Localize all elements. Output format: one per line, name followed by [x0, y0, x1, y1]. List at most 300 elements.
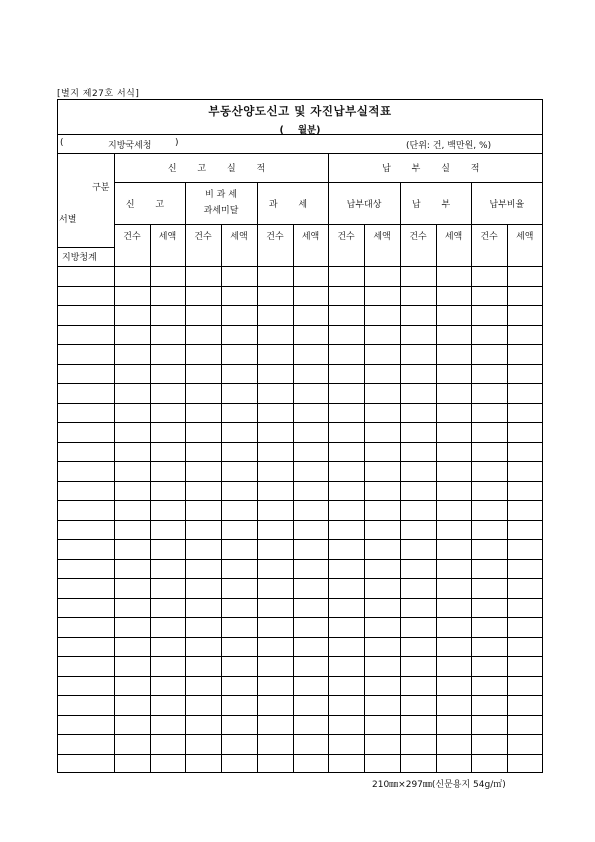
count-cell[interactable] — [185, 442, 221, 462]
count-cell[interactable] — [185, 501, 221, 521]
tax-cell[interactable] — [150, 384, 185, 404]
tax-cell[interactable] — [436, 520, 471, 540]
count-cell[interactable] — [114, 345, 150, 365]
tax-cell[interactable] — [293, 247, 328, 267]
count-cell[interactable] — [328, 676, 364, 696]
tax-cell[interactable] — [150, 501, 185, 521]
tax-cell[interactable] — [221, 403, 257, 423]
count-cell[interactable] — [185, 676, 221, 696]
tax-cell[interactable] — [364, 715, 400, 735]
tax-cell[interactable] — [150, 715, 185, 735]
tax-cell[interactable] — [150, 579, 185, 599]
count-cell[interactable] — [328, 540, 364, 560]
tax-cell[interactable] — [364, 384, 400, 404]
tax-cell[interactable] — [436, 345, 471, 365]
count-cell[interactable] — [471, 579, 507, 599]
count-cell[interactable] — [257, 598, 293, 618]
count-cell[interactable] — [400, 306, 436, 326]
tax-cell[interactable] — [364, 403, 400, 423]
tax-cell[interactable] — [436, 735, 471, 755]
count-cell[interactable] — [400, 618, 436, 638]
tax-cell[interactable] — [293, 657, 328, 677]
count-cell[interactable] — [185, 579, 221, 599]
tax-cell[interactable] — [293, 345, 328, 365]
office-name-cell[interactable] — [58, 579, 114, 599]
count-cell[interactable] — [400, 286, 436, 306]
count-cell[interactable] — [114, 442, 150, 462]
tax-cell[interactable] — [364, 345, 400, 365]
count-cell[interactable] — [400, 715, 436, 735]
tax-cell[interactable] — [221, 442, 257, 462]
tax-cell[interactable] — [507, 501, 542, 521]
tax-cell[interactable] — [436, 403, 471, 423]
count-cell[interactable] — [257, 403, 293, 423]
count-cell[interactable] — [471, 754, 507, 773]
office-name-cell[interactable] — [58, 715, 114, 735]
office-name-cell[interactable] — [58, 540, 114, 560]
tax-cell[interactable] — [507, 579, 542, 599]
tax-cell[interactable] — [150, 306, 185, 326]
tax-cell[interactable] — [150, 403, 185, 423]
tax-cell[interactable] — [150, 286, 185, 306]
tax-cell[interactable] — [507, 520, 542, 540]
office-name-cell[interactable] — [58, 403, 114, 423]
count-cell[interactable] — [257, 481, 293, 501]
tax-cell[interactable] — [293, 306, 328, 326]
count-cell[interactable] — [328, 462, 364, 482]
tax-cell[interactable] — [436, 364, 471, 384]
tax-cell[interactable] — [436, 442, 471, 462]
tax-cell[interactable] — [221, 325, 257, 345]
count-cell[interactable] — [328, 325, 364, 345]
tax-cell[interactable] — [507, 384, 542, 404]
tax-cell[interactable] — [436, 325, 471, 345]
count-cell[interactable] — [114, 637, 150, 657]
count-cell[interactable] — [257, 637, 293, 657]
office-name-cell[interactable] — [58, 364, 114, 384]
tax-cell[interactable] — [507, 345, 542, 365]
count-cell[interactable] — [185, 247, 221, 267]
count-cell[interactable] — [471, 364, 507, 384]
count-cell[interactable] — [114, 676, 150, 696]
count-cell[interactable] — [328, 403, 364, 423]
count-cell[interactable] — [257, 325, 293, 345]
tax-cell[interactable] — [507, 715, 542, 735]
count-cell[interactable] — [257, 423, 293, 443]
tax-cell[interactable] — [221, 676, 257, 696]
tax-cell[interactable] — [436, 676, 471, 696]
count-cell[interactable] — [471, 423, 507, 443]
count-cell[interactable] — [471, 657, 507, 677]
count-cell[interactable] — [400, 384, 436, 404]
tax-cell[interactable] — [507, 442, 542, 462]
tax-cell[interactable] — [364, 442, 400, 462]
count-cell[interactable] — [400, 364, 436, 384]
count-cell[interactable] — [114, 306, 150, 326]
tax-cell[interactable] — [507, 735, 542, 755]
count-cell[interactable] — [328, 306, 364, 326]
count-cell[interactable] — [400, 403, 436, 423]
count-cell[interactable] — [400, 657, 436, 677]
office-name-cell[interactable] — [58, 345, 114, 365]
count-cell[interactable] — [328, 364, 364, 384]
count-cell[interactable] — [471, 676, 507, 696]
tax-cell[interactable] — [221, 754, 257, 773]
count-cell[interactable] — [400, 481, 436, 501]
count-cell[interactable] — [257, 462, 293, 482]
tax-cell[interactable] — [293, 481, 328, 501]
count-cell[interactable] — [114, 501, 150, 521]
office-name-cell[interactable] — [58, 481, 114, 501]
count-cell[interactable] — [185, 754, 221, 773]
count-cell[interactable] — [257, 540, 293, 560]
count-cell[interactable] — [328, 423, 364, 443]
count-cell[interactable] — [471, 481, 507, 501]
count-cell[interactable] — [400, 598, 436, 618]
tax-cell[interactable] — [293, 735, 328, 755]
tax-cell[interactable] — [436, 559, 471, 579]
tax-cell[interactable] — [293, 325, 328, 345]
tax-cell[interactable] — [436, 286, 471, 306]
tax-cell[interactable] — [221, 481, 257, 501]
tax-cell[interactable] — [507, 696, 542, 716]
count-cell[interactable] — [114, 579, 150, 599]
count-cell[interactable] — [400, 735, 436, 755]
count-cell[interactable] — [471, 462, 507, 482]
tax-cell[interactable] — [507, 676, 542, 696]
tax-cell[interactable] — [293, 501, 328, 521]
count-cell[interactable] — [257, 442, 293, 462]
tax-cell[interactable] — [507, 325, 542, 345]
tax-cell[interactable] — [150, 540, 185, 560]
tax-cell[interactable] — [436, 579, 471, 599]
count-cell[interactable] — [257, 715, 293, 735]
count-cell[interactable] — [185, 520, 221, 540]
count-cell[interactable] — [257, 247, 293, 267]
tax-cell[interactable] — [150, 657, 185, 677]
count-cell[interactable] — [114, 618, 150, 638]
tax-cell[interactable] — [507, 403, 542, 423]
count-cell[interactable] — [257, 559, 293, 579]
tax-cell[interactable] — [221, 423, 257, 443]
office-name-cell[interactable] — [58, 618, 114, 638]
office-name-cell[interactable] — [58, 267, 114, 287]
count-cell[interactable] — [471, 325, 507, 345]
count-cell[interactable] — [400, 696, 436, 716]
tax-cell[interactable] — [221, 696, 257, 716]
tax-cell[interactable] — [150, 735, 185, 755]
tax-cell[interactable] — [150, 754, 185, 773]
tax-cell[interactable] — [293, 384, 328, 404]
count-cell[interactable] — [185, 306, 221, 326]
tax-cell[interactable] — [221, 598, 257, 618]
tax-cell[interactable] — [150, 462, 185, 482]
count-cell[interactable] — [471, 715, 507, 735]
tax-cell[interactable] — [364, 598, 400, 618]
count-cell[interactable] — [400, 247, 436, 267]
office-name-cell[interactable] — [58, 286, 114, 306]
count-cell[interactable] — [114, 423, 150, 443]
tax-cell[interactable] — [364, 676, 400, 696]
count-cell[interactable] — [328, 345, 364, 365]
count-cell[interactable] — [328, 481, 364, 501]
count-cell[interactable] — [328, 384, 364, 404]
tax-cell[interactable] — [150, 247, 185, 267]
count-cell[interactable] — [328, 657, 364, 677]
count-cell[interactable] — [185, 598, 221, 618]
tax-cell[interactable] — [436, 501, 471, 521]
tax-cell[interactable] — [507, 364, 542, 384]
count-cell[interactable] — [114, 754, 150, 773]
tax-cell[interactable] — [221, 345, 257, 365]
count-cell[interactable] — [185, 657, 221, 677]
count-cell[interactable] — [400, 462, 436, 482]
count-cell[interactable] — [328, 559, 364, 579]
count-cell[interactable] — [328, 735, 364, 755]
tax-cell[interactable] — [150, 364, 185, 384]
tax-cell[interactable] — [364, 325, 400, 345]
tax-cell[interactable] — [150, 442, 185, 462]
count-cell[interactable] — [185, 267, 221, 287]
count-cell[interactable] — [257, 696, 293, 716]
count-cell[interactable] — [400, 423, 436, 443]
tax-cell[interactable] — [364, 618, 400, 638]
count-cell[interactable] — [185, 540, 221, 560]
count-cell[interactable] — [257, 345, 293, 365]
tax-cell[interactable] — [150, 637, 185, 657]
count-cell[interactable] — [400, 501, 436, 521]
tax-cell[interactable] — [293, 637, 328, 657]
count-cell[interactable] — [328, 637, 364, 657]
tax-cell[interactable] — [436, 618, 471, 638]
tax-cell[interactable] — [507, 481, 542, 501]
count-cell[interactable] — [328, 267, 364, 287]
count-cell[interactable] — [114, 696, 150, 716]
count-cell[interactable] — [400, 540, 436, 560]
tax-cell[interactable] — [293, 267, 328, 287]
count-cell[interactable] — [257, 735, 293, 755]
count-cell[interactable] — [257, 286, 293, 306]
tax-cell[interactable] — [507, 286, 542, 306]
count-cell[interactable] — [471, 403, 507, 423]
count-cell[interactable] — [114, 735, 150, 755]
count-cell[interactable] — [185, 364, 221, 384]
office-name-cell[interactable] — [58, 423, 114, 443]
tax-cell[interactable] — [436, 637, 471, 657]
count-cell[interactable] — [328, 442, 364, 462]
tax-cell[interactable] — [293, 364, 328, 384]
office-name-cell[interactable] — [58, 501, 114, 521]
count-cell[interactable] — [185, 735, 221, 755]
tax-cell[interactable] — [221, 735, 257, 755]
count-cell[interactable] — [257, 754, 293, 773]
count-cell[interactable] — [114, 540, 150, 560]
tax-cell[interactable] — [436, 540, 471, 560]
tax-cell[interactable] — [507, 559, 542, 579]
tax-cell[interactable] — [436, 462, 471, 482]
count-cell[interactable] — [114, 481, 150, 501]
count-cell[interactable] — [257, 267, 293, 287]
tax-cell[interactable] — [436, 657, 471, 677]
count-cell[interactable] — [185, 325, 221, 345]
tax-cell[interactable] — [293, 540, 328, 560]
count-cell[interactable] — [257, 306, 293, 326]
tax-cell[interactable] — [221, 384, 257, 404]
office-name-cell[interactable] — [58, 384, 114, 404]
tax-cell[interactable] — [293, 618, 328, 638]
count-cell[interactable] — [185, 345, 221, 365]
count-cell[interactable] — [328, 501, 364, 521]
count-cell[interactable] — [471, 384, 507, 404]
tax-cell[interactable] — [364, 696, 400, 716]
count-cell[interactable] — [400, 267, 436, 287]
count-cell[interactable] — [328, 715, 364, 735]
count-cell[interactable] — [114, 384, 150, 404]
tax-cell[interactable] — [507, 754, 542, 773]
office-name-cell[interactable] — [58, 462, 114, 482]
count-cell[interactable] — [328, 579, 364, 599]
tax-cell[interactable] — [293, 676, 328, 696]
office-name-cell[interactable] — [58, 637, 114, 657]
office-name-cell[interactable] — [58, 696, 114, 716]
office-name-cell[interactable] — [58, 754, 114, 773]
count-cell[interactable] — [257, 676, 293, 696]
tax-cell[interactable] — [221, 306, 257, 326]
count-cell[interactable] — [400, 754, 436, 773]
count-cell[interactable] — [257, 384, 293, 404]
tax-cell[interactable] — [364, 364, 400, 384]
tax-cell[interactable] — [221, 559, 257, 579]
office-name-cell[interactable] — [58, 306, 114, 326]
count-cell[interactable] — [471, 267, 507, 287]
count-cell[interactable] — [471, 247, 507, 267]
count-cell[interactable] — [114, 325, 150, 345]
tax-cell[interactable] — [436, 423, 471, 443]
office-name-cell[interactable] — [58, 520, 114, 540]
office-name-cell[interactable] — [58, 676, 114, 696]
tax-cell[interactable] — [293, 520, 328, 540]
office-name-cell[interactable] — [58, 559, 114, 579]
count-cell[interactable] — [328, 520, 364, 540]
tax-cell[interactable] — [364, 247, 400, 267]
count-cell[interactable] — [185, 715, 221, 735]
count-cell[interactable] — [400, 325, 436, 345]
count-cell[interactable] — [114, 286, 150, 306]
tax-cell[interactable] — [364, 735, 400, 755]
count-cell[interactable] — [114, 657, 150, 677]
count-cell[interactable] — [257, 364, 293, 384]
tax-cell[interactable] — [364, 423, 400, 443]
tax-cell[interactable] — [436, 384, 471, 404]
tax-cell[interactable] — [150, 598, 185, 618]
count-cell[interactable] — [471, 540, 507, 560]
tax-cell[interactable] — [293, 423, 328, 443]
tax-cell[interactable] — [221, 520, 257, 540]
count-cell[interactable] — [114, 403, 150, 423]
tax-cell[interactable] — [436, 754, 471, 773]
tax-cell[interactable] — [150, 325, 185, 345]
count-cell[interactable] — [400, 579, 436, 599]
tax-cell[interactable] — [364, 286, 400, 306]
count-cell[interactable] — [185, 423, 221, 443]
tax-cell[interactable] — [150, 696, 185, 716]
count-cell[interactable] — [471, 345, 507, 365]
office-name-cell[interactable] — [58, 735, 114, 755]
tax-cell[interactable] — [507, 306, 542, 326]
count-cell[interactable] — [185, 637, 221, 657]
tax-cell[interactable] — [221, 618, 257, 638]
tax-cell[interactable] — [507, 462, 542, 482]
count-cell[interactable] — [328, 696, 364, 716]
tax-cell[interactable] — [364, 267, 400, 287]
tax-cell[interactable] — [364, 637, 400, 657]
count-cell[interactable] — [114, 559, 150, 579]
tax-cell[interactable] — [150, 676, 185, 696]
count-cell[interactable] — [328, 247, 364, 267]
count-cell[interactable] — [257, 501, 293, 521]
count-cell[interactable] — [257, 618, 293, 638]
tax-cell[interactable] — [507, 618, 542, 638]
tax-cell[interactable] — [507, 637, 542, 657]
tax-cell[interactable] — [150, 520, 185, 540]
tax-cell[interactable] — [221, 364, 257, 384]
count-cell[interactable] — [185, 481, 221, 501]
tax-cell[interactable] — [293, 442, 328, 462]
tax-cell[interactable] — [221, 247, 257, 267]
tax-cell[interactable] — [507, 657, 542, 677]
tax-cell[interactable] — [293, 286, 328, 306]
count-cell[interactable] — [400, 676, 436, 696]
tax-cell[interactable] — [150, 481, 185, 501]
count-cell[interactable] — [114, 520, 150, 540]
tax-cell[interactable] — [436, 715, 471, 735]
count-cell[interactable] — [114, 364, 150, 384]
count-cell[interactable] — [257, 579, 293, 599]
tax-cell[interactable] — [364, 559, 400, 579]
count-cell[interactable] — [114, 462, 150, 482]
count-cell[interactable] — [114, 598, 150, 618]
tax-cell[interactable] — [293, 598, 328, 618]
count-cell[interactable] — [471, 618, 507, 638]
count-cell[interactable] — [471, 442, 507, 462]
office-name-cell[interactable] — [58, 325, 114, 345]
tax-cell[interactable] — [150, 345, 185, 365]
count-cell[interactable] — [185, 618, 221, 638]
tax-cell[interactable] — [221, 715, 257, 735]
tax-cell[interactable] — [293, 462, 328, 482]
count-cell[interactable] — [400, 345, 436, 365]
tax-cell[interactable] — [364, 481, 400, 501]
tax-cell[interactable] — [150, 618, 185, 638]
tax-cell[interactable] — [364, 657, 400, 677]
count-cell[interactable] — [114, 267, 150, 287]
count-cell[interactable] — [257, 657, 293, 677]
count-cell[interactable] — [185, 403, 221, 423]
tax-cell[interactable] — [221, 267, 257, 287]
count-cell[interactable] — [471, 735, 507, 755]
tax-cell[interactable] — [221, 637, 257, 657]
tax-cell[interactable] — [293, 579, 328, 599]
tax-cell[interactable] — [436, 247, 471, 267]
count-cell[interactable] — [471, 637, 507, 657]
count-cell[interactable] — [185, 286, 221, 306]
tax-cell[interactable] — [293, 715, 328, 735]
count-cell[interactable] — [471, 696, 507, 716]
count-cell[interactable] — [114, 715, 150, 735]
tax-cell[interactable] — [221, 657, 257, 677]
count-cell[interactable] — [328, 286, 364, 306]
count-cell[interactable] — [400, 637, 436, 657]
